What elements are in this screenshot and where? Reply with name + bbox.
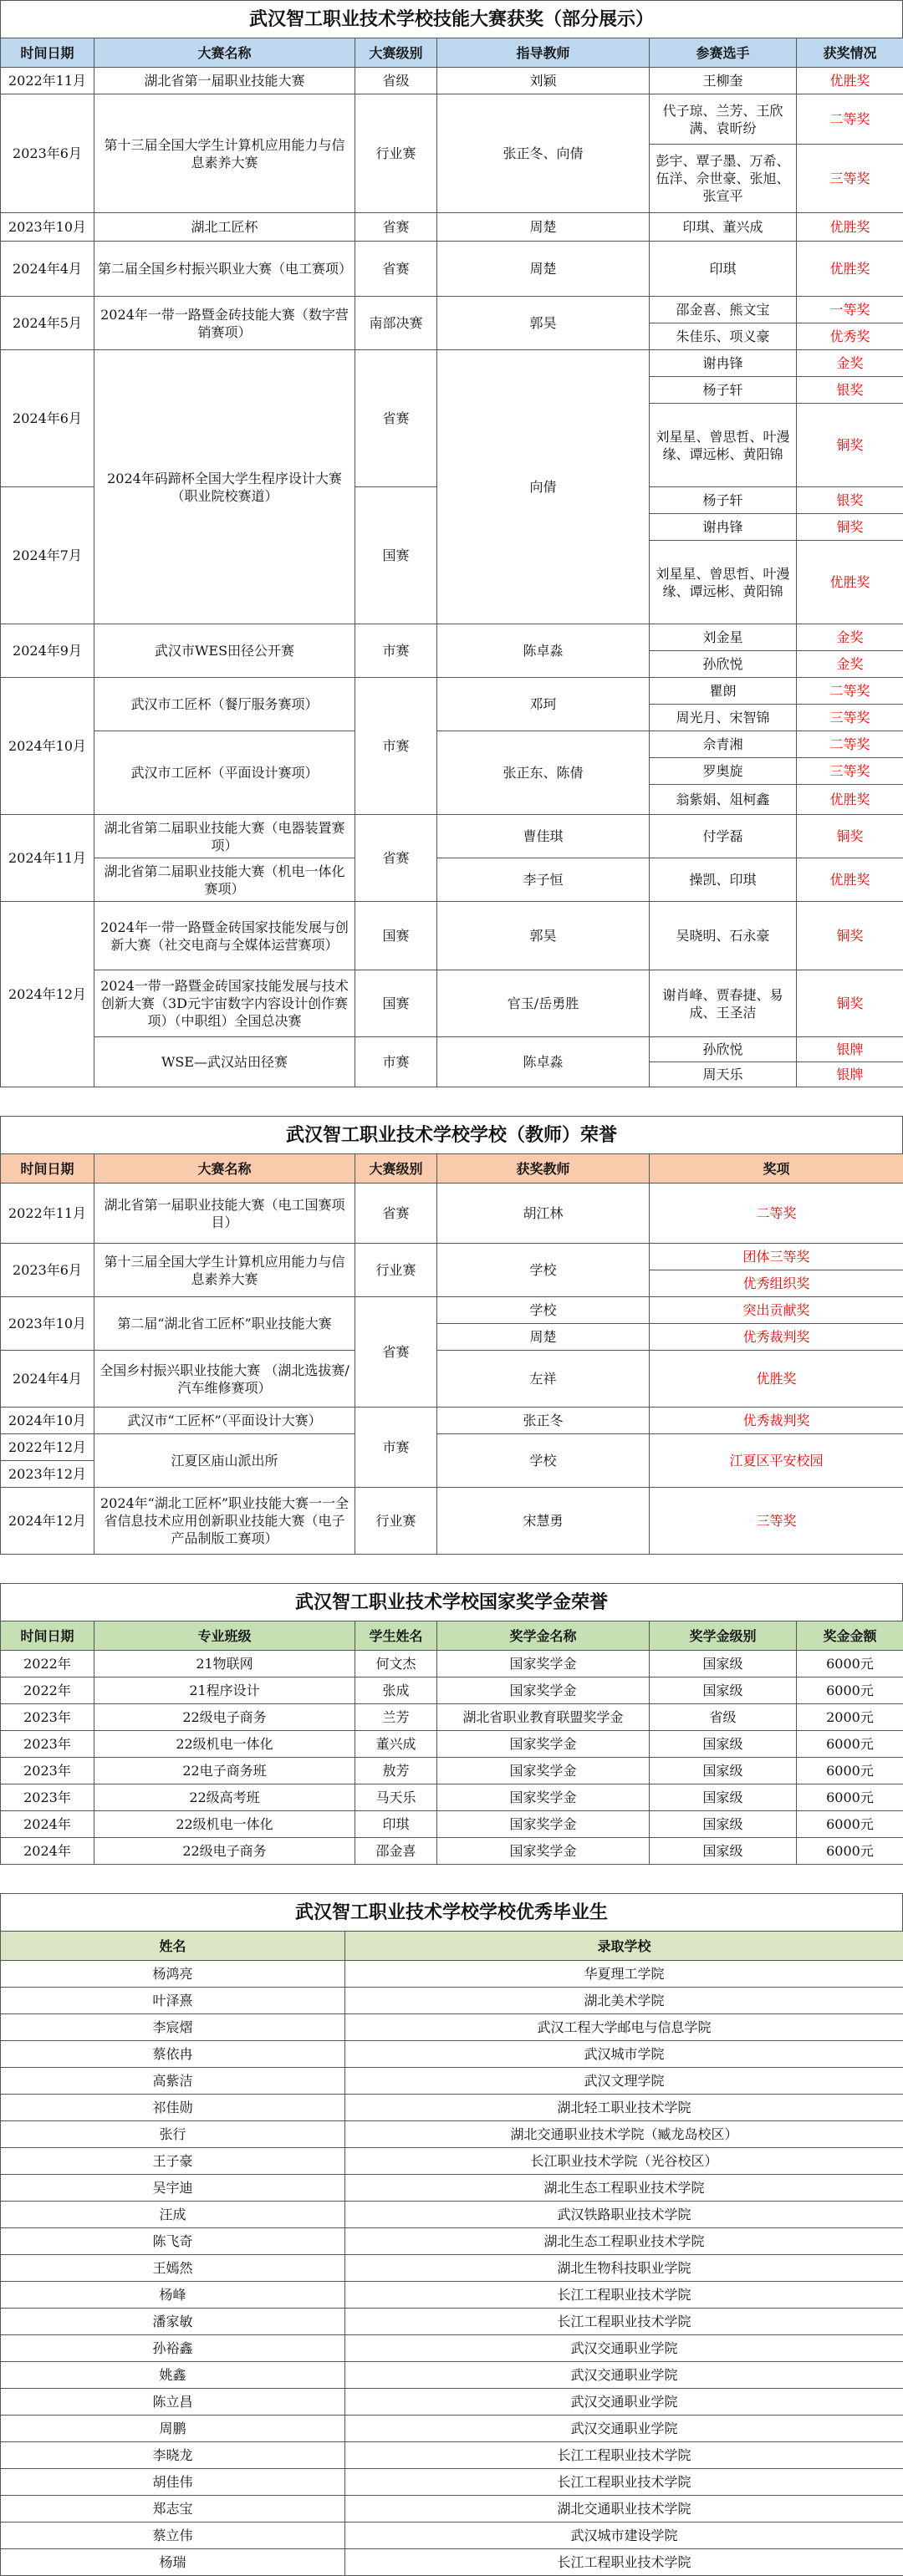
date-cell: 2024年5月 [1,297,94,350]
amount-cell: 2000元 [797,1704,903,1731]
teacher-cell: 周楚 [437,242,650,297]
contest-cell: WSE—武汉站田径赛 [94,1037,355,1087]
teacher-cell: 陈卓淼 [437,1037,650,1087]
student-cell: 王柳奎 [650,68,797,94]
table-row [1,2175,903,2202]
col-header: 获奖教师 [437,1154,650,1184]
scholarship-level-cell: 国家级 [650,1758,797,1784]
class-cell: 22级电子商务 [94,1704,355,1731]
student-cell: 刘星星、曾思哲、叶漫缘、谭远彬、黄阳锦 [650,404,797,487]
award-cell: 金奖 [797,624,903,651]
col-header: 大赛名称 [94,1154,355,1184]
col-header: 时间日期 [1,38,94,68]
teacher-honors-section [0,1116,903,1555]
school-cell: 武汉交通职业学院 [345,2416,903,2442]
col-header: 姓名 [1,1932,345,1961]
contest-cell: 第二届全国乡村振兴职业大赛（电工赛项） [94,242,355,297]
school-cell: 长江工程职业技术学院 [345,2282,903,2309]
student-name-cell: 兰芳 [355,1704,437,1731]
table-row [1,1838,903,1865]
scholarship-level-cell: 国家级 [650,1651,797,1677]
col-header: 大赛级别 [355,1154,437,1184]
scholarship-name-cell: 国家奖学金 [437,1784,650,1811]
table-row [1,2335,903,2362]
teacher-cell: 周楚 [437,1324,650,1351]
contest-cell: 2024年一带一路暨金砖国家技能发展与创新大赛（社交电商与全媒体运营赛项） [94,902,355,970]
award-cell: 一等奖 [797,297,903,323]
teacher-cell: 张正冬、向倩 [437,94,650,213]
teacher-cell: 学校 [437,1244,650,1297]
award-cell: 优胜奖 [797,858,903,902]
date-cell: 2023年 [1,1731,94,1758]
school-cell: 武汉文理学院 [345,2068,903,2095]
graduate-name-cell: 姚鑫 [1,2362,345,2389]
student-cell: 刘星星、曾思哲、叶漫缘、谭远彬、黄阳锦 [650,541,797,624]
col-header: 获奖情况 [797,38,903,68]
student-cell: 吴晓明、石永豪 [650,902,797,970]
award-cell: 铜奖 [797,404,903,487]
award-cell: 二等奖 [797,94,903,145]
col-header: 奖学金级别 [650,1621,797,1651]
scholarship-name-cell: 国家奖学金 [437,1651,650,1677]
date-cell: 2023年 [1,1704,94,1731]
contest-cell: 第二届“湖北省工匠杯”职业技能大赛 [94,1297,355,1351]
table-row [1,2095,903,2121]
scholarship-level-cell: 国家级 [650,1677,797,1704]
student-cell: 印琪 [650,242,797,297]
award-cell: 优胜奖 [797,785,903,815]
level-cell: 省赛 [355,213,437,242]
teacher-cell: 学校 [437,1434,650,1488]
school-cell: 湖北交通职业技术学院（臧龙岛校区） [345,2121,903,2148]
date-cell: 2024年6月 [1,350,94,487]
scholarship-name-cell: 国家奖学金 [437,1838,650,1865]
award-cell: 三等奖 [797,145,903,213]
award-cell: 银奖 [797,487,903,514]
award-cell: 优秀裁判奖 [650,1408,903,1434]
level-cell: 国赛 [355,487,437,624]
amount-cell: 6000元 [797,1784,903,1811]
graduate-name-cell: 潘家敏 [1,2309,345,2335]
level-cell: 市赛 [355,1037,437,1087]
award-cell: 银奖 [797,377,903,404]
class-cell: 22级机电一体化 [94,1731,355,1758]
class-cell: 21程序设计 [94,1677,355,1704]
graduate-name-cell: 王子豪 [1,2148,345,2175]
teacher-cell: 张正冬 [437,1408,650,1434]
school-cell: 湖北交通职业技术学院 [345,2496,903,2523]
teacher-cell: 周楚 [437,213,650,242]
table-row [1,2496,903,2523]
contest-cell: 武汉市“工匠杯”（平面设计大赛） [94,1408,355,1434]
student-cell: 周光月、宋智锦 [650,705,797,731]
teacher-cell: 陈卓淼 [437,624,650,678]
scholarship-name-cell: 国家奖学金 [437,1811,650,1838]
scholarship-level-cell: 国家级 [650,1838,797,1865]
graduate-name-cell: 蔡依冉 [1,2041,345,2068]
teacher-cell: 胡江林 [437,1184,650,1244]
date-cell: 2023年 [1,1784,94,1811]
date-cell: 2024年12月 [1,902,94,1087]
school-cell: 湖北生态工程职业技术学院 [345,2228,903,2255]
award-cell: 二等奖 [650,1184,903,1244]
table-row [1,2068,903,2095]
amount-cell: 6000元 [797,1758,903,1784]
date-cell: 2022年11月 [1,1184,94,1244]
student-cell: 佘青湘 [650,731,797,758]
student-cell: 操凯、印琪 [650,858,797,902]
scholarship-level-cell: 省级 [650,1704,797,1731]
table-row [1,2014,903,2041]
date-cell: 2024年7月 [1,487,94,624]
student-cell: 印琪、董兴成 [650,213,797,242]
scholarship-name-cell: 国家奖学金 [437,1731,650,1758]
contest-cell: 武汉市工匠杯（餐厅服务赛项） [94,678,355,731]
graduate-name-cell: 杨鸿亮 [1,1961,345,1988]
col-header: 专业班级 [94,1621,355,1651]
teacher-cell: 郭昊 [437,297,650,350]
level-cell: 市赛 [355,624,437,678]
teacher-cell: 宋慧勇 [437,1488,650,1555]
level-cell: 国赛 [355,902,437,970]
teacher-cell: 郭昊 [437,902,650,970]
contest-cell: 2024年码蹄杯全国大学生程序设计大赛（职业院校赛道） [94,350,355,624]
graduate-name-cell: 王嫣然 [1,2255,345,2282]
school-cell: 武汉城市学院 [345,2041,903,2068]
graduate-name-cell: 汪成 [1,2202,345,2228]
student-name-cell: 邵金喜 [355,1838,437,1865]
award-cell: 优胜奖 [797,213,903,242]
table-row [1,1704,903,1731]
table-row [1,1758,903,1784]
student-name-cell: 董兴成 [355,1731,437,1758]
date-cell: 2022年11月 [1,68,94,94]
table-row [1,2416,903,2442]
student-cell: 谢冉锋 [650,514,797,541]
col-header: 奖项 [650,1154,903,1184]
date-cell: 2024年4月 [1,242,94,297]
graduate-name-cell: 李晓龙 [1,2442,345,2469]
student-name-cell: 马天乐 [355,1784,437,1811]
section-title: 武汉智工职业技术学校学校优秀毕业生 [0,1893,903,1931]
table-row [1,1811,903,1838]
contest-cell: 2024年“湖北工匠杯”职业技能大赛一一全省信息技术应用创新职业技能大赛（电子产品制版工赛项） [94,1488,355,1555]
table-row [1,1651,903,1677]
graduate-name-cell: 郑志宝 [1,2496,345,2523]
school-cell: 武汉交通职业学院 [345,2362,903,2389]
scholarship-name-cell: 湖北省职业教育联盟奖学金 [437,1704,650,1731]
level-cell: 市赛 [355,1408,437,1488]
table-row [1,2148,903,2175]
col-header: 大赛名称 [94,38,355,68]
amount-cell: 6000元 [797,1731,903,1758]
col-header: 参赛选手 [650,38,797,68]
graduate-name-cell: 蔡立伟 [1,2523,345,2549]
honors-table [0,1153,903,1555]
student-cell: 周天乐 [650,1062,797,1087]
date-cell: 2024年9月 [1,624,94,678]
table-row [1,2523,903,2549]
level-cell: 行业赛 [355,1488,437,1555]
table-row [1,2549,903,2576]
section-title: 武汉智工职业技术学校技能大赛获奖（部分展示） [0,0,903,38]
date-cell: 2022年12月 [1,1434,94,1461]
date-cell: 2022年 [1,1677,94,1704]
table-row [1,2362,903,2389]
award-cell: 优秀组织奖 [650,1270,903,1297]
col-header: 学生姓名 [355,1621,437,1651]
teacher-cell: 邓珂 [437,678,650,731]
date-cell: 2022年 [1,1651,94,1677]
level-cell: 省赛 [355,1297,437,1408]
scholarship-table [0,1621,903,1865]
skills-competition-section [0,0,903,1087]
contest-cell: 湖北省第一届职业技能大赛 [94,68,355,94]
level-cell: 省赛 [355,815,437,902]
scholarship-level-cell: 国家级 [650,1784,797,1811]
graduate-name-cell: 高紫洁 [1,2068,345,2095]
col-header: 时间日期 [1,1621,94,1651]
school-cell: 武汉城市建设学院 [345,2523,903,2549]
col-header: 录取学校 [345,1932,903,1961]
col-header: 指导教师 [437,38,650,68]
award-cell: 银牌 [797,1062,903,1087]
student-name-cell: 张成 [355,1677,437,1704]
teacher-cell: 曹佳琪 [437,815,650,858]
graduate-name-cell: 叶泽熹 [1,1988,345,2014]
table-row [1,2442,903,2469]
award-cell: 江夏区平安校园 [650,1434,903,1488]
table-row [1,2255,903,2282]
graduate-name-cell: 张行 [1,2121,345,2148]
scholarship-name-cell: 国家奖学金 [437,1677,650,1704]
graduate-name-cell: 孙裕鑫 [1,2335,345,2362]
award-cell: 优胜奖 [650,1351,903,1408]
date-cell: 2023年12月 [1,1461,94,1488]
teacher-cell: 刘颖 [437,68,650,94]
level-cell: 省赛 [355,1184,437,1244]
graduate-name-cell: 李宸熠 [1,2014,345,2041]
school-cell: 武汉工程大学邮电与信息学院 [345,2014,903,2041]
school-cell: 长江工程职业技术学院 [345,2549,903,2576]
contest-cell: 2024一带一路暨金砖国家技能发展与技术创新大赛（3D元宇宙数字内容设计创作赛项）（中职组）全国总决赛 [94,970,355,1037]
award-cell: 突出贡献奖 [650,1297,903,1324]
col-header: 大赛级别 [355,38,437,68]
date-cell: 2024年 [1,1838,94,1865]
level-cell: 行业赛 [355,94,437,213]
graduate-name-cell: 杨峰 [1,2282,345,2309]
section-title: 武汉智工职业技术学校国家奖学金荣誉 [0,1583,903,1621]
student-cell: 付学磊 [650,815,797,858]
award-cell: 团体三等奖 [650,1244,903,1270]
table-row [1,2389,903,2416]
date-cell: 2023年 [1,1758,94,1784]
award-cell: 优胜奖 [797,242,903,297]
student-cell: 彭宇、覃子墨、万希、伍洋、佘世豪、张旭、张宣平 [650,145,797,213]
award-cell: 二等奖 [797,731,903,758]
award-cell: 三等奖 [797,758,903,785]
table-row [1,1731,903,1758]
student-cell: 杨子轩 [650,377,797,404]
amount-cell: 6000元 [797,1811,903,1838]
school-cell: 长江工程职业技术学院 [345,2309,903,2335]
table-row [1,2202,903,2228]
date-cell: 2024年11月 [1,815,94,902]
student-cell: 谢肖峰、贾春捷、易成、王圣洁 [650,970,797,1037]
level-cell: 省级 [355,68,437,94]
student-cell: 杨子轩 [650,487,797,514]
date-cell: 2023年10月 [1,213,94,242]
class-cell: 22级高考班 [94,1784,355,1811]
scholarship-section [0,1583,903,1865]
graduate-name-cell: 祁佳勋 [1,2095,345,2121]
award-cell: 二等奖 [797,678,903,705]
graduates-section [0,1893,903,2576]
class-cell: 22级电子商务 [94,1838,355,1865]
student-name-cell: 何文杰 [355,1651,437,1677]
graduate-name-cell: 陈立昌 [1,2389,345,2416]
class-cell: 21物联网 [94,1651,355,1677]
class-cell: 22电子商务班 [94,1758,355,1784]
contest-cell: 第十三届全国大学生计算机应用能力与信息素养大赛 [94,94,355,213]
graduate-name-cell: 吴宇迪 [1,2175,345,2202]
school-cell: 武汉交通职业学院 [345,2335,903,2362]
scholarship-name-cell: 国家奖学金 [437,1758,650,1784]
level-cell: 市赛 [355,678,437,815]
table-row [1,2121,903,2148]
teacher-cell: 学校 [437,1297,650,1324]
contest-cell: 湖北工匠杯 [94,213,355,242]
school-cell: 湖北美术学院 [345,1988,903,2014]
level-cell: 国赛 [355,970,437,1037]
contest-cell: 湖北省第二届职业技能大赛（机电一体化赛项） [94,858,355,902]
graduate-name-cell: 胡佳伟 [1,2469,345,2496]
student-name-cell: 敖芳 [355,1758,437,1784]
graduate-name-cell: 周鹏 [1,2416,345,2442]
award-cell: 优秀奖 [797,323,903,350]
level-cell: 行业赛 [355,1244,437,1297]
school-cell: 长江职业技术学院（光谷校区） [345,2148,903,2175]
amount-cell: 6000元 [797,1651,903,1677]
teacher-cell: 向倩 [437,350,650,624]
school-cell: 长江工程职业技术学院 [345,2442,903,2469]
table-row [1,2309,903,2335]
school-cell: 湖北生物科技职业学院 [345,2255,903,2282]
scholarship-level-cell: 国家级 [650,1811,797,1838]
student-cell: 代子琼、兰芳、王欣满、袁昕纷 [650,94,797,145]
col-header: 时间日期 [1,1154,94,1184]
graduate-name-cell: 陈飞奇 [1,2228,345,2255]
contest-cell: 全国乡村振兴职业技能大赛 （湖北选拔赛/汽车维修赛项） [94,1351,355,1408]
table-row [1,2282,903,2309]
award-cell: 优胜奖 [797,68,903,94]
award-cell: 铜奖 [797,970,903,1037]
contest-cell: 2024年一带一路暨金砖技能大赛（数字营销赛项） [94,297,355,350]
table-row [1,1677,903,1704]
date-cell: 2023年6月 [1,94,94,213]
amount-cell: 6000元 [797,1677,903,1704]
scholarship-level-cell: 国家级 [650,1731,797,1758]
contest-cell: 武汉市WES田径公开赛 [94,624,355,678]
competition-table [0,38,903,1087]
table-row [1,1988,903,2014]
award-cell: 银牌 [797,1037,903,1062]
student-cell: 瞿朗 [650,678,797,705]
graduate-name-cell: 杨瑞 [1,2549,345,2576]
teacher-cell: 张正东、陈倩 [437,731,650,815]
table-row [1,2041,903,2068]
class-cell: 22级机电一体化 [94,1811,355,1838]
date-cell: 2024年4月 [1,1351,94,1408]
student-name-cell: 印琪 [355,1811,437,1838]
student-cell: 邵金喜、熊文宝 [650,297,797,323]
contest-cell: 武汉市工匠杯（平面设计赛项） [94,731,355,815]
school-cell: 湖北生态工程职业技术学院 [345,2175,903,2202]
award-cell: 金奖 [797,350,903,377]
contest-cell: 江夏区庙山派出所 [94,1434,355,1488]
date-cell: 2024年 [1,1811,94,1838]
contest-cell: 湖北省第一届职业技能大赛（电工国赛项目） [94,1184,355,1244]
award-cell: 铜奖 [797,514,903,541]
date-cell: 2023年10月 [1,1297,94,1351]
graduates-table [0,1931,903,2576]
date-cell: 2024年10月 [1,678,94,815]
contest-cell: 第十三届全国大学生计算机应用能力与信息素养大赛 [94,1244,355,1297]
section-title: 武汉智工职业技术学校学校（教师）荣誉 [0,1116,903,1153]
teacher-cell: 官玉/岳勇胜 [437,970,650,1037]
award-cell: 铜奖 [797,902,903,970]
school-cell: 武汉交通职业学院 [345,2389,903,2416]
school-cell: 长江工程职业技术学院 [345,2469,903,2496]
date-cell: 2023年6月 [1,1244,94,1297]
col-header: 奖学金名称 [437,1621,650,1651]
award-cell: 优秀裁判奖 [650,1324,903,1351]
student-cell: 孙欣悦 [650,651,797,678]
table-row [1,2228,903,2255]
school-cell: 华夏理工学院 [345,1961,903,1988]
student-cell: 谢冉锋 [650,350,797,377]
contest-cell: 湖北省第二届职业技能大赛（电器装置赛项） [94,815,355,858]
teacher-cell: 左祥 [437,1351,650,1408]
amount-cell: 6000元 [797,1838,903,1865]
date-cell: 2024年10月 [1,1408,94,1434]
school-cell: 湖北轻工职业技术学院 [345,2095,903,2121]
award-cell: 优胜奖 [797,541,903,624]
school-cell: 武汉铁路职业技术学院 [345,2202,903,2228]
date-cell: 2024年12月 [1,1488,94,1555]
col-header: 奖金金额 [797,1621,903,1651]
level-cell: 省赛 [355,242,437,297]
student-cell: 刘金星 [650,624,797,651]
award-cell: 金奖 [797,651,903,678]
student-cell: 翁紫娟、俎柯鑫 [650,785,797,815]
student-cell: 孙欣悦 [650,1037,797,1062]
student-cell: 罗奥旋 [650,758,797,785]
teacher-cell: 李子恒 [437,858,650,902]
table-row [1,2469,903,2496]
level-cell: 南部决赛 [355,297,437,350]
table-row [1,1961,903,1988]
award-cell: 三等奖 [650,1488,903,1555]
student-cell: 朱佳乐、项义豪 [650,323,797,350]
award-cell: 铜奖 [797,815,903,858]
level-cell: 省赛 [355,350,437,487]
table-row [1,1784,903,1811]
award-cell: 三等奖 [797,705,903,731]
